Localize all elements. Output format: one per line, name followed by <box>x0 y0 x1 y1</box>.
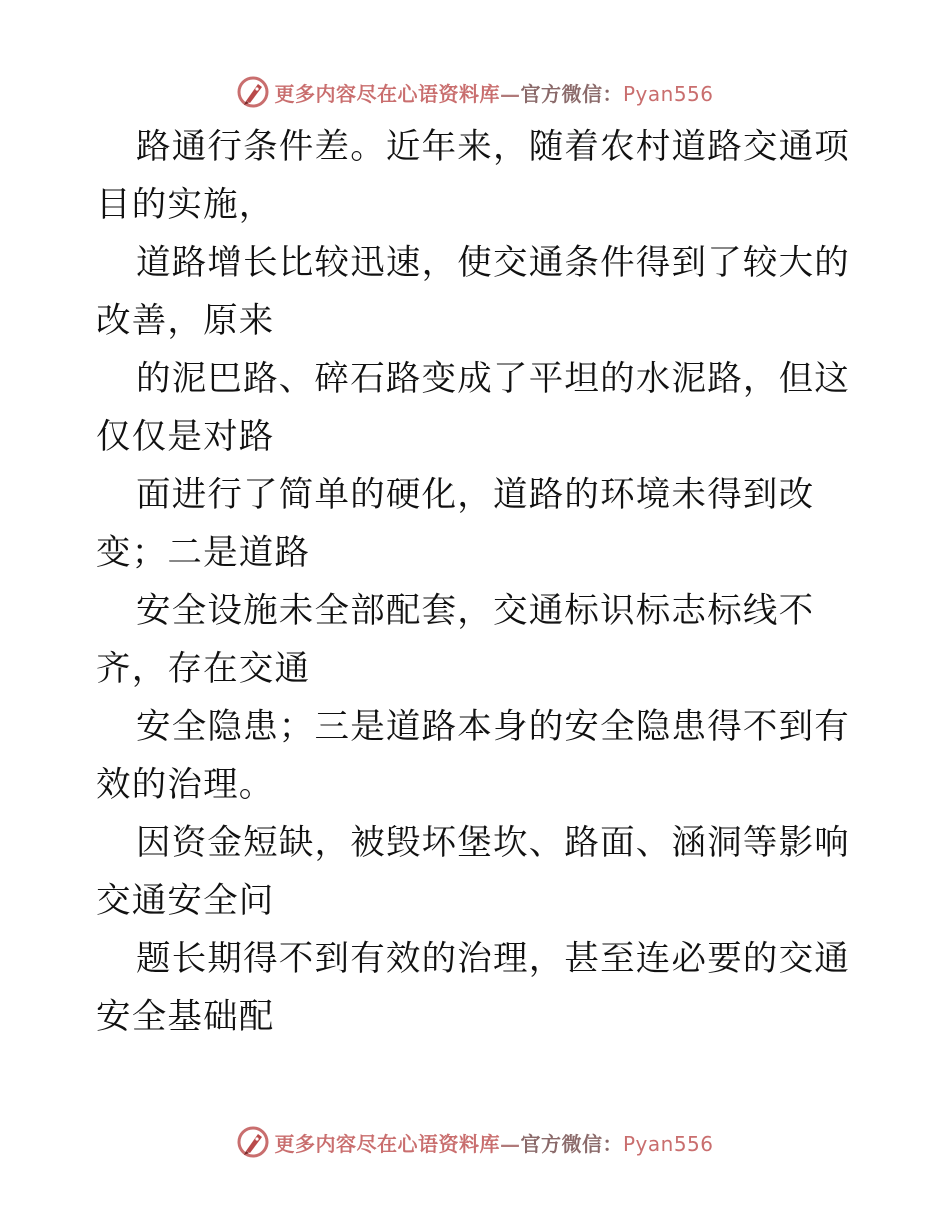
footer-watermark <box>0 1122 950 1162</box>
paragraph-line: 面进行了简单的硬化，道路的环境未得到改变； <box>96 475 815 573</box>
paragraph <box>96 698 856 814</box>
paragraph-line: 道路增长比较迅速，使交通条件得到了较大的改 <box>96 243 850 341</box>
watermark-wechat-id: Pyan556 <box>622 1131 714 1156</box>
paragraph-line: 安全设施未全部配套，交通标识标志标线不齐， <box>96 591 815 689</box>
paragraph-line: 题长期得不到有效的治理，甚至连必要的交通安 <box>96 939 850 1037</box>
paragraph <box>96 350 856 466</box>
paragraph-line: 通安全问 <box>131 881 275 921</box>
pen-nib-logo-icon <box>236 1125 270 1159</box>
paragraph-line: 路通行条件差。近年来，随着农村道路交通项目 <box>96 127 850 225</box>
paragraph-line: 仅是对路 <box>131 417 275 457</box>
header-watermark <box>0 72 950 112</box>
pen-nib-logo-icon <box>236 75 270 109</box>
paragraph-line: 安全隐患；三是道路本身的安全隐患得不到有效 <box>96 707 850 805</box>
watermark-wechat-label: 官方微信： <box>520 1131 623 1156</box>
paragraph <box>96 118 856 234</box>
paragraph <box>96 582 856 698</box>
paragraph <box>96 930 856 1046</box>
watermark-dash: — <box>499 81 521 106</box>
document-body <box>96 118 856 1046</box>
watermark-dash: — <box>499 1131 521 1156</box>
paragraph-line: 存在交通 <box>167 649 311 689</box>
watermark-wechat-id: Pyan556 <box>622 81 714 106</box>
watermark-wechat-label: 官方微信： <box>520 81 623 106</box>
paragraph-line: 因资金短缺，被毁坏堡坎、路面、涵洞等影响交 <box>96 823 850 921</box>
paragraph-line: 二是道路 <box>167 533 311 573</box>
paragraph <box>96 466 856 582</box>
paragraph <box>96 234 856 350</box>
paragraph-line: 善，原来 <box>131 301 275 341</box>
watermark-brand: 更多内容尽在心语资料库 <box>274 1131 500 1156</box>
paragraph-line: 全基础配 <box>131 997 275 1037</box>
paragraph-line: 的治理。 <box>131 765 275 805</box>
paragraph <box>96 814 856 930</box>
watermark-text <box>274 1128 713 1157</box>
watermark-brand: 更多内容尽在心语资料库 <box>274 81 500 106</box>
paragraph-line: 的实施， <box>131 185 275 225</box>
paragraph-line: 的泥巴路、碎石路变成了平坦的水泥路，但这仅 <box>96 359 850 457</box>
watermark-text <box>274 78 713 107</box>
